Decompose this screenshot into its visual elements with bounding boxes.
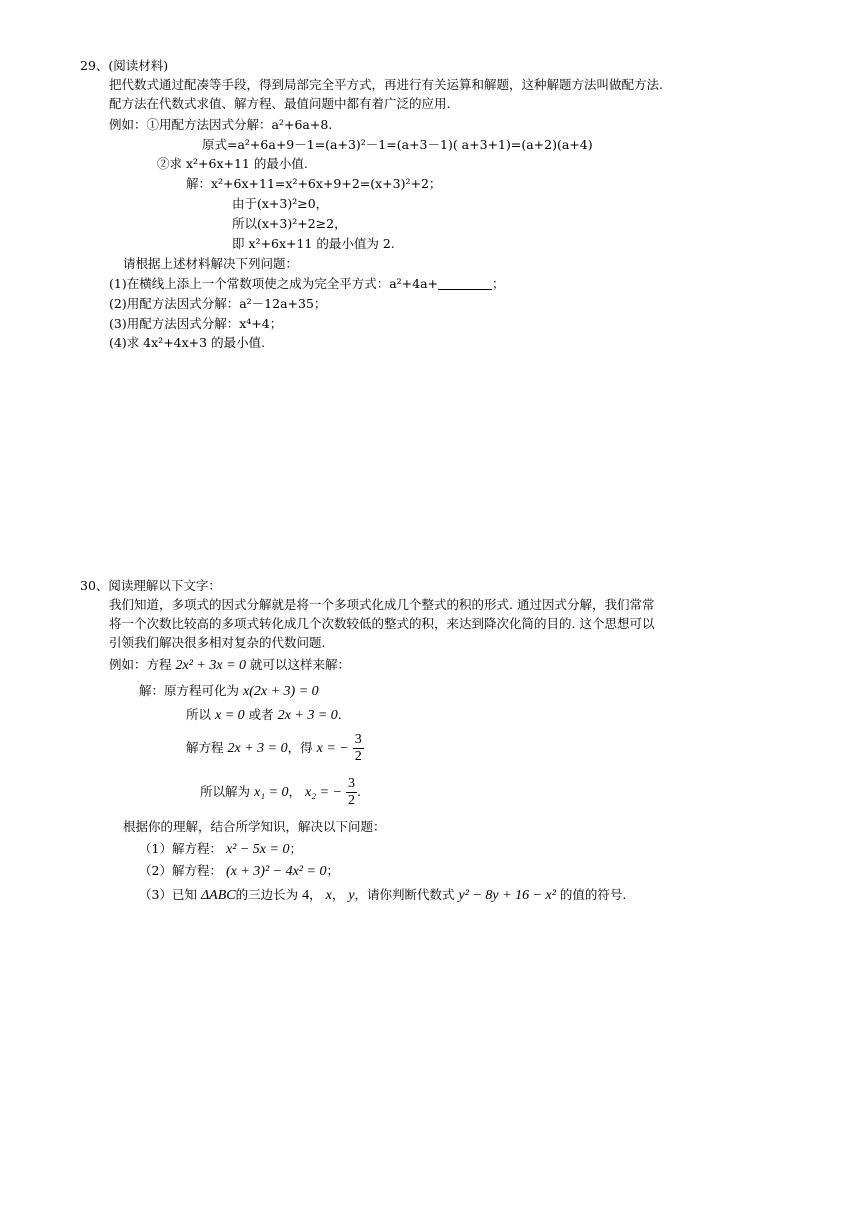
q30-problem-3-side-4: 4 — [302, 888, 310, 903]
q30-step-2-equation-1: x = 0 — [215, 708, 245, 723]
q30-title: 30、阅读理解以下文字： — [80, 578, 221, 593]
q30-step-4-sep: ， — [288, 784, 302, 799]
q30-step-4-root-1: x₁ = 0 — [254, 785, 289, 800]
q29-intro-line-2: 配方法在代数式求值、解方程、最值问题中都有着广泛的应用. — [109, 96, 451, 111]
q29-example-2-step-3: 所以(x+3)²+2≥2， — [232, 216, 347, 231]
q30-step-4-label: 所以解为 — [200, 784, 251, 799]
q30-step-1-equation: x(2x + 3) = 0 — [243, 684, 319, 699]
q30-example-tail: 就可以这样来解： — [250, 657, 351, 672]
q30-problem-3-comma-1: ， — [309, 887, 322, 902]
q29-problem-1-end: ； — [492, 276, 505, 291]
q30-step-4-root-2-lhs: x₂ = − — [305, 785, 343, 800]
q29-problem-4: (4)求 4x²+4x+3 的最小值. — [109, 335, 266, 350]
q30-problem-3-side-y: y — [348, 888, 355, 903]
q30-step-3-get: ，得 — [287, 740, 313, 755]
q30-step-3-label: 解方程 — [186, 740, 224, 755]
q30-problem-3 — [139, 886, 626, 905]
q30-solution-step-3 — [186, 730, 364, 767]
q30-prompt: 根据你的理解，结合所学知识，解决以下问题： — [123, 819, 386, 834]
answer-blank[interactable] — [438, 277, 492, 290]
q30-solution-step-4 — [200, 774, 361, 811]
q29-title: 29、(阅读材料) — [80, 58, 169, 73]
q29-problem-1-text: (1)在横线上添上一个常数项使之成为完全平方式：a²+4a+ — [109, 276, 439, 291]
q30-problem-3-text-3: 的值的符号. — [559, 887, 627, 902]
q30-problem-3-text-1: 的三边长为 — [235, 887, 299, 902]
q30-step-4-period: . — [357, 784, 361, 799]
q30-step-4-fraction — [346, 776, 357, 809]
q30-problem-1-label: （1）解方程： — [139, 841, 222, 856]
q30-para-line-1: 我们知道，多项式的因式分解就是将一个多项式化成几个整式的积的形式. 通过因式分解，我们常常 — [109, 597, 655, 612]
q29-problem-1 — [109, 275, 505, 293]
q30-solution-step-2 — [186, 706, 342, 725]
q30-problem-1-equation: x² − 5x = 0 — [225, 842, 290, 857]
q30-problem-2-label: （2）解方程： — [139, 863, 222, 878]
q30-problem-3-expression: y² − 8y + 16 − x² — [458, 888, 556, 903]
fraction-denominator: 2 — [348, 793, 355, 808]
fraction-denominator: 2 — [354, 749, 362, 764]
q30-problem-2-equation: (x + 3)² − 4x² = 0 — [225, 864, 327, 879]
q30-example-label: 例如：方程 — [109, 657, 172, 672]
q30-problem-3-text-2: ，请你判断代数式 — [354, 887, 455, 902]
q29-prompt: 请根据上述材料解决下列问题： — [123, 256, 299, 271]
q30-problem-3-triangle: ΔABC — [200, 888, 236, 903]
q30-step-2-or: 或者 — [248, 707, 274, 722]
q30-step-3-fraction — [353, 732, 364, 765]
q30-example-equation: 2x² + 3x = 0 — [175, 658, 247, 673]
q30-solution-step-1 — [139, 682, 319, 701]
q30-para-line-2: 将一个次数比较高的多项式转化成几个次数较低的整式的积，来达到降次化简的目的. 这个思想可以 — [109, 616, 655, 631]
q29-intro-line-1: 把代数式通过配凑等手段，得到局部完全平方式，再进行有关运算和解题，这种解题方法叫做配方法. — [109, 77, 663, 92]
q30-step-1-label: 解：原方程可化为 — [139, 683, 240, 698]
q29-example-2: ②求 x²+6x+11 的最小值. — [157, 156, 308, 171]
q29-example-2-step-2: 由于(x+3)²≥0， — [232, 196, 329, 211]
q29-problem-2: (2)用配方法因式分解：a²－12a+35； — [109, 296, 327, 311]
q30-example — [109, 656, 350, 675]
q30-problem-1-end: ； — [289, 841, 302, 856]
q29-example-1: 例如：①用配方法因式分解：a²+6a+8. — [109, 117, 333, 132]
q30-problem-3-label: （3）已知 — [139, 887, 197, 902]
q30-para-line-3: 引领我们解决很多相对复杂的代数问题. — [109, 635, 326, 650]
q30-step-2-period: . — [337, 707, 342, 722]
q30-step-2-equation-2: 2x + 3 = 0 — [277, 708, 338, 723]
q29-example-2-step-4: 即 x²+6x+11 的最小值为 2. — [232, 236, 395, 251]
q29-problem-3: (3)用配方法因式分解：x⁴+4； — [109, 316, 283, 331]
q30-problem-2-end: ； — [326, 863, 339, 878]
q30-step-3-equation: 2x + 3 = 0 — [227, 741, 288, 756]
q30-problem-3-side-x: x — [325, 888, 332, 903]
q30-problem-2 — [139, 862, 339, 881]
q30-step-2-label: 所以 — [186, 707, 212, 722]
q29-example-1-work: 原式=a²+6a+9－1=(a+3)²－1=(a+3－1)( a+3+1)=(a+2)(a+4) — [202, 137, 593, 152]
q30-step-3-lhs: x = − — [316, 741, 349, 756]
fraction-numerator: 3 — [354, 732, 362, 747]
q30-problem-3-comma-2: ， — [331, 887, 345, 902]
q30-problem-1 — [139, 840, 302, 859]
fraction-numerator: 3 — [348, 776, 355, 791]
q29-example-2-step-1: 解：x²+6x+11=x²+6x+9+2=(x+3)²+2； — [186, 176, 442, 191]
